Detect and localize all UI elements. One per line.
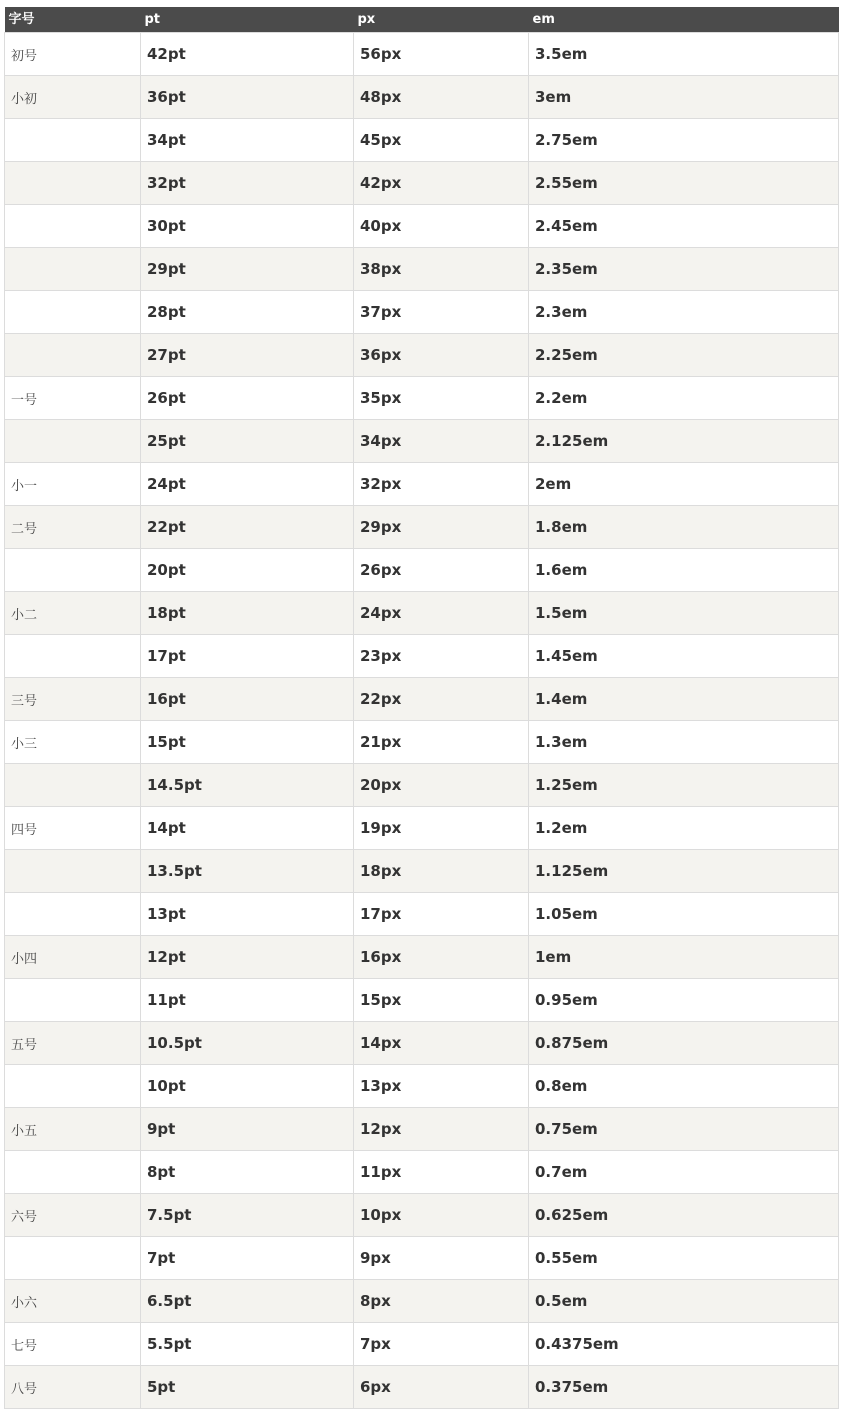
- pt-cell: 10.5pt: [141, 1022, 354, 1065]
- size-name-cell: 五号: [5, 1022, 141, 1065]
- pt-cell: 9pt: [141, 1108, 354, 1151]
- em-cell: 2.75em: [529, 119, 839, 162]
- size-name-cell: 小一: [5, 463, 141, 506]
- px-cell: 36px: [354, 334, 529, 377]
- size-name-cell: [5, 893, 141, 936]
- pt-cell: 22pt: [141, 506, 354, 549]
- size-name-cell: [5, 162, 141, 205]
- pt-cell: 36pt: [141, 76, 354, 119]
- px-cell: 19px: [354, 807, 529, 850]
- px-cell: 10px: [354, 1194, 529, 1237]
- font-size-table: [4, 7, 839, 1409]
- em-cell: 2.35em: [529, 248, 839, 291]
- pt-cell: 32pt: [141, 162, 354, 205]
- size-name-cell: [5, 549, 141, 592]
- px-cell: 32px: [354, 463, 529, 506]
- size-name-cell: 二号: [5, 506, 141, 549]
- em-cell: 0.7em: [529, 1151, 839, 1194]
- size-name-cell: [5, 205, 141, 248]
- pt-cell: 5pt: [141, 1366, 354, 1409]
- px-cell: 18px: [354, 850, 529, 893]
- table-row: [5, 377, 839, 420]
- size-name-cell: [5, 119, 141, 162]
- pt-cell: 27pt: [141, 334, 354, 377]
- table-row: [5, 807, 839, 850]
- px-cell: 8px: [354, 1280, 529, 1323]
- em-cell: 1.05em: [529, 893, 839, 936]
- size-name-cell: 七号: [5, 1323, 141, 1366]
- size-name-cell: 八号: [5, 1366, 141, 1409]
- size-name-cell: 小四: [5, 936, 141, 979]
- pt-cell: 42pt: [141, 33, 354, 76]
- pt-cell: 15pt: [141, 721, 354, 764]
- em-cell: 0.55em: [529, 1237, 839, 1280]
- table-row: [5, 76, 839, 119]
- table-row: [5, 1366, 839, 1409]
- table-row: [5, 291, 839, 334]
- pt-cell: 14pt: [141, 807, 354, 850]
- table-row: [5, 205, 839, 248]
- size-name-cell: [5, 1237, 141, 1280]
- pt-cell: 28pt: [141, 291, 354, 334]
- em-cell: 2.55em: [529, 162, 839, 205]
- pt-cell: 11pt: [141, 979, 354, 1022]
- em-cell: 1.8em: [529, 506, 839, 549]
- table-row: [5, 1065, 839, 1108]
- size-name-cell: 小六: [5, 1280, 141, 1323]
- size-name-cell: 小二: [5, 592, 141, 635]
- em-cell: 1.125em: [529, 850, 839, 893]
- pt-cell: 29pt: [141, 248, 354, 291]
- px-cell: 7px: [354, 1323, 529, 1366]
- table-body: [5, 33, 839, 1409]
- em-cell: 0.375em: [529, 1366, 839, 1409]
- font-size-table-container: [4, 7, 838, 1409]
- em-cell: 2.3em: [529, 291, 839, 334]
- px-cell: 24px: [354, 592, 529, 635]
- table-row: [5, 1280, 839, 1323]
- px-cell: 6px: [354, 1366, 529, 1409]
- pt-cell: 5.5pt: [141, 1323, 354, 1366]
- table-row: [5, 420, 839, 463]
- px-cell: 45px: [354, 119, 529, 162]
- size-name-cell: [5, 420, 141, 463]
- pt-cell: 25pt: [141, 420, 354, 463]
- em-cell: 2.125em: [529, 420, 839, 463]
- em-cell: 0.875em: [529, 1022, 839, 1065]
- pt-cell: 13pt: [141, 893, 354, 936]
- px-cell: 35px: [354, 377, 529, 420]
- size-name-cell: [5, 764, 141, 807]
- table-row: [5, 678, 839, 721]
- size-name-cell: [5, 1151, 141, 1194]
- em-cell: 1.45em: [529, 635, 839, 678]
- em-cell: 1.6em: [529, 549, 839, 592]
- table-row: [5, 33, 839, 76]
- size-name-cell: [5, 850, 141, 893]
- size-name-cell: 一号: [5, 377, 141, 420]
- em-cell: 3em: [529, 76, 839, 119]
- table-row: [5, 248, 839, 291]
- pt-cell: 18pt: [141, 592, 354, 635]
- px-cell: 56px: [354, 33, 529, 76]
- px-cell: 34px: [354, 420, 529, 463]
- em-cell: 2.2em: [529, 377, 839, 420]
- pt-cell: 6.5pt: [141, 1280, 354, 1323]
- em-cell: 0.4375em: [529, 1323, 839, 1366]
- size-name-cell: [5, 1065, 141, 1108]
- table-row: [5, 979, 839, 1022]
- pt-cell: 24pt: [141, 463, 354, 506]
- px-cell: 12px: [354, 1108, 529, 1151]
- table-row: [5, 1237, 839, 1280]
- pt-cell: 17pt: [141, 635, 354, 678]
- em-cell: 1.3em: [529, 721, 839, 764]
- column-header-size-name: 字号: [8, 12, 35, 27]
- table-row: [5, 334, 839, 377]
- em-cell: 2em: [529, 463, 839, 506]
- size-name-cell: 三号: [5, 678, 141, 721]
- em-cell: 1.4em: [529, 678, 839, 721]
- em-cell: 0.8em: [529, 1065, 839, 1108]
- px-cell: 14px: [354, 1022, 529, 1065]
- em-cell: 1em: [529, 936, 839, 979]
- px-cell: 21px: [354, 721, 529, 764]
- table-row: [5, 549, 839, 592]
- em-cell: 2.45em: [529, 205, 839, 248]
- size-name-cell: [5, 334, 141, 377]
- pt-cell: 7.5pt: [141, 1194, 354, 1237]
- table-row: [5, 764, 839, 807]
- pt-cell: 7pt: [141, 1237, 354, 1280]
- table-row: [5, 506, 839, 549]
- table-row: [5, 162, 839, 205]
- table-row: [5, 721, 839, 764]
- px-cell: 26px: [354, 549, 529, 592]
- pt-cell: 13.5pt: [141, 850, 354, 893]
- table-row: [5, 1151, 839, 1194]
- em-cell: 0.5em: [529, 1280, 839, 1323]
- em-cell: 0.75em: [529, 1108, 839, 1151]
- size-name-cell: [5, 291, 141, 334]
- px-cell: 29px: [354, 506, 529, 549]
- size-name-cell: [5, 635, 141, 678]
- em-cell: 0.95em: [529, 979, 839, 1022]
- size-name-cell: 小五: [5, 1108, 141, 1151]
- pt-cell: 8pt: [141, 1151, 354, 1194]
- size-name-cell: [5, 248, 141, 291]
- px-cell: 40px: [354, 205, 529, 248]
- table-row: [5, 1108, 839, 1151]
- table-row: [5, 893, 839, 936]
- pt-cell: 34pt: [141, 119, 354, 162]
- table-row: [5, 463, 839, 506]
- px-cell: 23px: [354, 635, 529, 678]
- em-cell: 0.625em: [529, 1194, 839, 1237]
- pt-cell: 14.5pt: [141, 764, 354, 807]
- table-row: [5, 1323, 839, 1366]
- px-cell: 16px: [354, 936, 529, 979]
- size-name-cell: 小三: [5, 721, 141, 764]
- pt-cell: 20pt: [141, 549, 354, 592]
- size-name-cell: 小初: [5, 76, 141, 119]
- table-header: [5, 7, 839, 33]
- em-cell: 1.25em: [529, 764, 839, 807]
- px-cell: 42px: [354, 162, 529, 205]
- em-cell: 1.2em: [529, 807, 839, 850]
- em-cell: 1.5em: [529, 592, 839, 635]
- px-cell: 11px: [354, 1151, 529, 1194]
- size-name-cell: [5, 979, 141, 1022]
- table-row: [5, 635, 839, 678]
- px-cell: 13px: [354, 1065, 529, 1108]
- pt-cell: 10pt: [141, 1065, 354, 1108]
- px-cell: 48px: [354, 76, 529, 119]
- px-cell: 37px: [354, 291, 529, 334]
- pt-cell: 26pt: [141, 377, 354, 420]
- pt-cell: 30pt: [141, 205, 354, 248]
- px-cell: 22px: [354, 678, 529, 721]
- table-row: [5, 936, 839, 979]
- table-row: [5, 1022, 839, 1065]
- pt-cell: 16pt: [141, 678, 354, 721]
- table-row: [5, 119, 839, 162]
- px-cell: 9px: [354, 1237, 529, 1280]
- table-row: [5, 850, 839, 893]
- size-name-cell: 初号: [5, 33, 141, 76]
- size-name-cell: 四号: [5, 807, 141, 850]
- px-cell: 20px: [354, 764, 529, 807]
- px-cell: 38px: [354, 248, 529, 291]
- pt-cell: 12pt: [141, 936, 354, 979]
- size-name-cell: 六号: [5, 1194, 141, 1237]
- column-header-pt: pt: [144, 12, 161, 27]
- column-header-px: px: [357, 12, 376, 27]
- px-cell: 15px: [354, 979, 529, 1022]
- table-row: [5, 592, 839, 635]
- px-cell: 17px: [354, 893, 529, 936]
- em-cell: 3.5em: [529, 33, 839, 76]
- header-row: [5, 7, 839, 33]
- column-header-em: em: [532, 12, 555, 27]
- table-row: [5, 1194, 839, 1237]
- em-cell: 2.25em: [529, 334, 839, 377]
